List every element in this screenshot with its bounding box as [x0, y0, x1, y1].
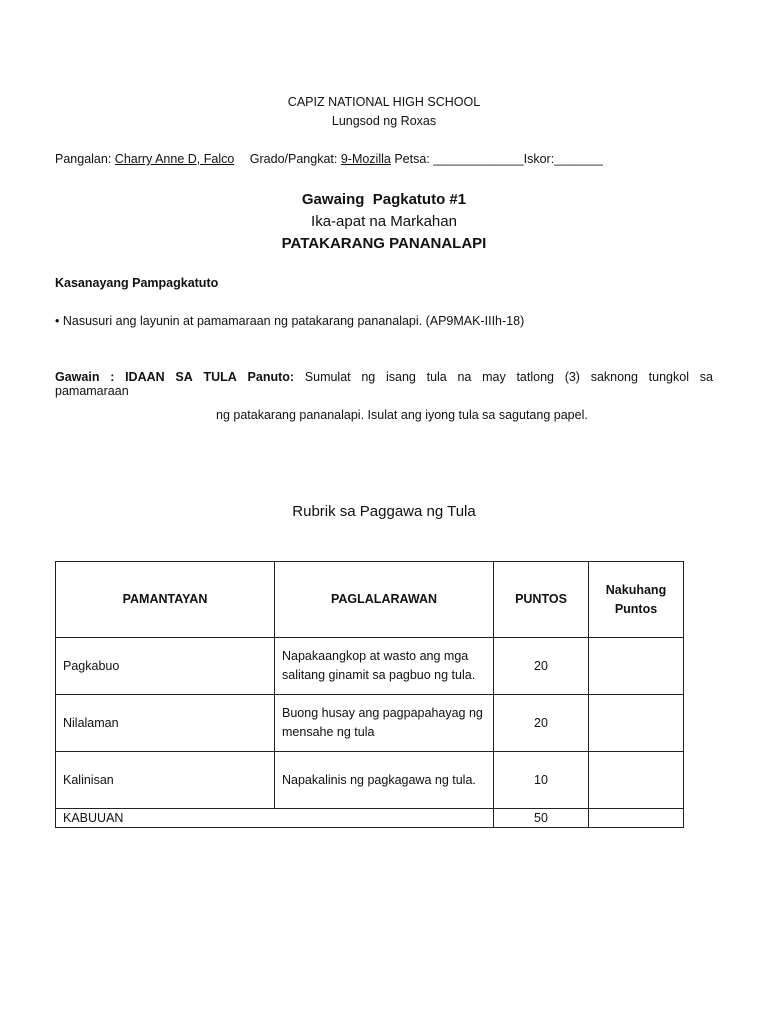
task-line-3: ng patakarang pananalapi. Isulat ang iyong tula sa sagutang papel. [216, 408, 588, 422]
task-word: isang [385, 370, 416, 384]
points-cell: 10 [494, 752, 589, 809]
date-label: Petsa: [394, 152, 430, 166]
total-row [56, 809, 684, 828]
quarter-title: Ika-apat na Markahan [311, 213, 457, 230]
points-cell: 20 [494, 638, 589, 695]
score-cell[interactable] [589, 638, 684, 695]
task-word: Panuto: [247, 370, 295, 384]
score-label: Iskor: [523, 152, 555, 166]
task-word: TULA [203, 370, 237, 384]
task-word: may [482, 370, 506, 384]
school-name: CAPIZ NATIONAL HIGH SCHOOL [287, 95, 481, 109]
header-criterion: PAMANTAYAN [56, 562, 275, 638]
description-cell: Napakalinis ng pagkagawa ng tula. [275, 752, 494, 809]
rubric-table [55, 561, 684, 828]
score-cell[interactable] [589, 695, 684, 752]
criterion-cell: Kalinisan [56, 752, 275, 809]
grade-value: 9-Mozilla [340, 152, 391, 166]
date-blank: _____________ [433, 152, 524, 166]
table-row [56, 638, 684, 695]
task-word: na [457, 370, 472, 384]
task-instructions [55, 370, 713, 398]
header-points: PUNTOS [494, 562, 589, 638]
task-word: saknong [590, 370, 638, 384]
task-word: ng [361, 370, 376, 384]
task-word: (3) [564, 370, 580, 384]
school-city: Lungsod ng Roxas [331, 114, 437, 128]
activity-title: Gawaing Pagkatuto #1 [301, 191, 467, 208]
student-info-line [55, 152, 603, 166]
task-word: : [110, 370, 115, 384]
header-description: PAGLALARAWAN [275, 562, 494, 638]
topic-title: PATAKARANG PANANALAPI [281, 235, 487, 252]
competency-heading: Kasanayang Pampagkatuto [55, 276, 219, 290]
task-word: tungkol [648, 370, 689, 384]
total-score[interactable] [589, 809, 684, 828]
task-word: sa [699, 370, 713, 384]
total-points: 50 [494, 809, 589, 828]
task-line-2: pamamaraan [55, 384, 129, 398]
competency-bullet: • Nasusuri ang layunin at pamamaraan ng patakarang pananalapi. (AP9MAK-IIIh-18) [55, 314, 525, 328]
name-value: Charry Anne D, Falco [114, 152, 235, 166]
task-word: tula [426, 370, 447, 384]
points-cell: 20 [494, 695, 589, 752]
task-word: IDAAN [125, 370, 165, 384]
rubric-header-row [56, 562, 684, 638]
score-blank: _______ [554, 152, 603, 166]
description-cell: Napakaangkop at wasto ang mga salitang ginamit sa pagbuo ng tula. [275, 638, 494, 695]
task-word: Sumulat [304, 370, 351, 384]
task-word: tatlong [516, 370, 554, 384]
score-cell[interactable] [589, 752, 684, 809]
task-word: SA [175, 370, 193, 384]
total-label: KABUUAN [56, 809, 494, 828]
rubric-title: Rubrik sa Paggawa ng Tula [292, 503, 476, 520]
description-cell: Buong husay ang pagpapahayag ng mensahe ng tula [275, 695, 494, 752]
criterion-cell: Pagkabuo [56, 638, 275, 695]
table-row [56, 752, 684, 809]
header-score: Nakuhang Puntos [589, 562, 684, 638]
task-word: Gawain [55, 370, 100, 384]
table-row [56, 695, 684, 752]
criterion-cell: Nilalaman [56, 695, 275, 752]
grade-label: Grado/Pangkat: [249, 152, 338, 166]
task-line-1 [55, 370, 713, 384]
name-label: Pangalan: [55, 152, 112, 166]
